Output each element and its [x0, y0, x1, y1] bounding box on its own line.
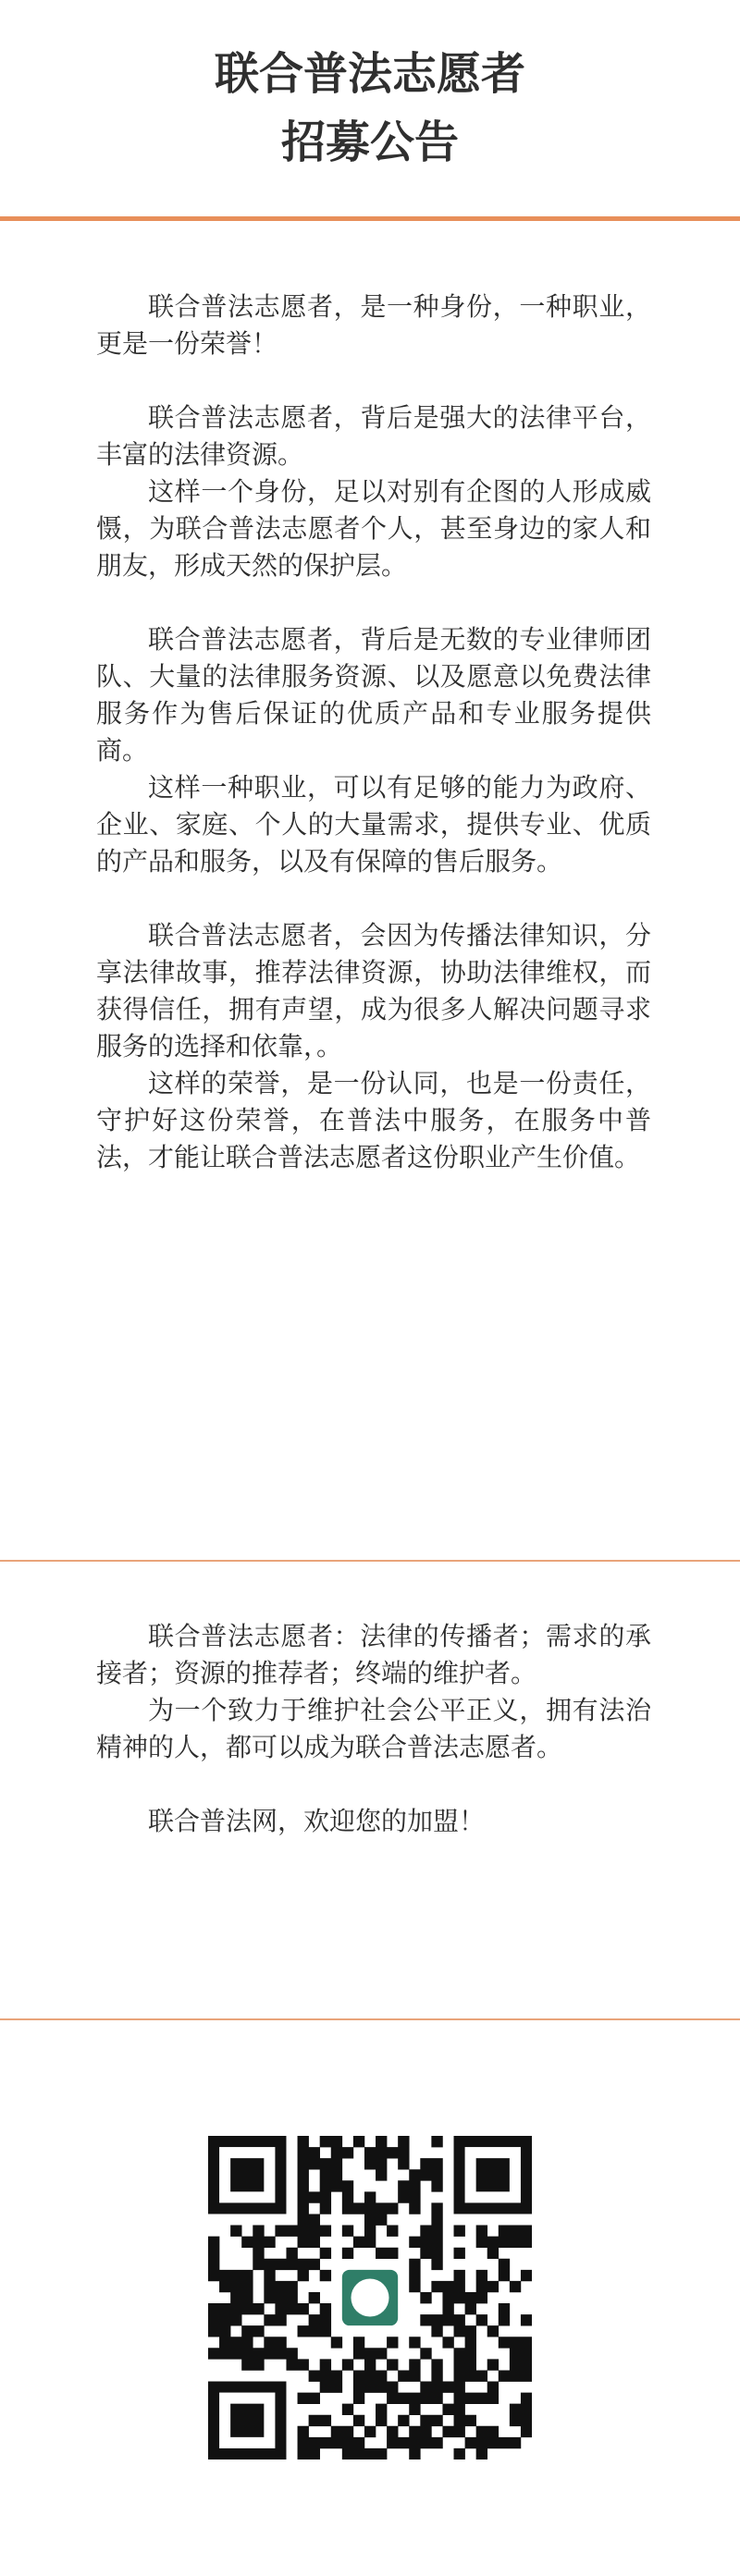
- intro-paragraph: 联合普法志愿者，会因为传播法律知识，分享法律故事，推荐法律资源，协助法律维权，而获得信任，拥有声望，成为很多人解决问题寻求服务的选择和依靠，。: [96, 920, 651, 1061]
- qr-finder-bottom-left: [208, 2382, 286, 2459]
- qr-logo-emblem: [351, 2278, 388, 2316]
- page-title: 联合普法志愿者: [214, 48, 525, 100]
- intro-paragraph: 联合普法志愿者，背后是无数的专业律师团队、大量的法律服务资源、以及愿意以免费法律服务作为售后保证的优质产品和专业服务提供商。: [96, 624, 651, 766]
- section-divider: [0, 1560, 740, 1562]
- intro-section: [96, 288, 651, 1176]
- welcome-text: 联合普法网，欢迎您的加盟！: [148, 1806, 486, 1836]
- summary-section: [96, 1618, 651, 1840]
- page-subtitle: 招募公告: [280, 117, 459, 168]
- intro-paragraph: 联合普法志愿者，是一种身份，一种职业，更是一份荣誉！: [96, 291, 651, 359]
- intro-paragraph: 这样一个身份，足以对别有企图的人形成威慑，为联合普法志愿者个人，甚至身边的家人和朋友，形成天然的保护层。: [96, 476, 651, 581]
- qr-finder-top-left: [208, 2136, 286, 2214]
- header-divider: [0, 216, 740, 221]
- qr-code-icon[interactable]: [208, 2136, 532, 2459]
- intro-paragraph: 这样的荣誉，是一份认同，也是一份责任，守护好这份荣誉，在普法中服务，在服务中普法，才能让联合普法志愿者这份职业产生价值。: [96, 1068, 651, 1172]
- intro-paragraph: 这样一种职业，可以有足够的能力为政府、企业、家庭、个人的大量需求，提供专业、优质的产品和服务，以及有保障的售后服务。: [96, 772, 651, 877]
- qr-finder-top-right: [454, 2136, 532, 2214]
- summary-paragraph: 为一个致力于维护社会公平正义，拥有法治精神的人，都可以成为联合普法志愿者。: [96, 1695, 651, 1762]
- summary-paragraph: 联合普法志愿者：法律的传播者；需求的承接者；资源的推荐者；终端的维护者。: [96, 1621, 651, 1688]
- intro-paragraph: 联合普法志愿者，背后是强大的法律平台，丰富的法律资源。: [96, 402, 651, 470]
- footer-divider: [0, 2018, 740, 2020]
